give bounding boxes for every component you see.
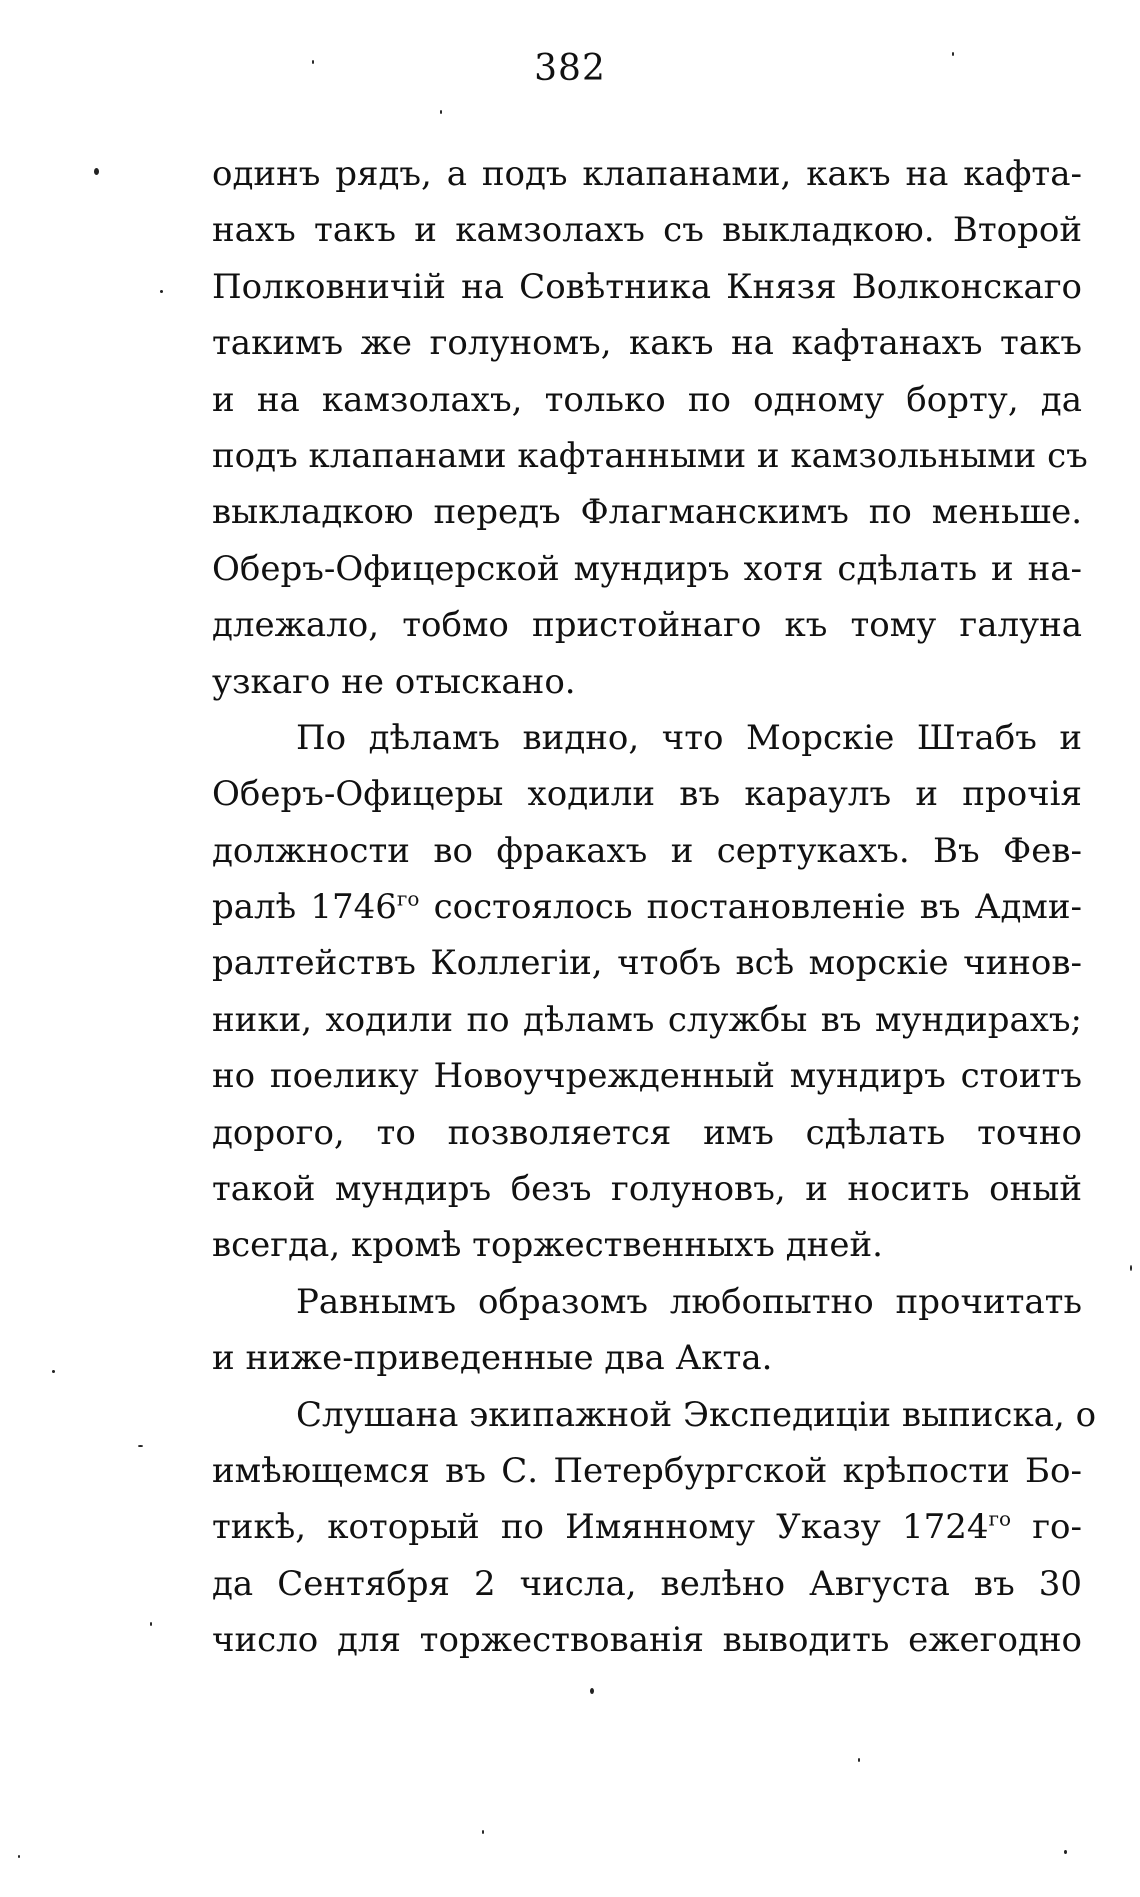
- scan-speck: [18, 1855, 20, 1858]
- scan-speck: [312, 60, 314, 64]
- scan-speck: [94, 168, 99, 175]
- superscript: го: [396, 886, 420, 911]
- text-line: Полковничiй на Совѣтника Князя Волконскаго: [212, 266, 1082, 307]
- text-line: ники, ходили по дѣламъ службы въ мундирахъ;: [212, 999, 1082, 1040]
- text-line: такимъ же голуномъ, какъ на кафтанахъ такъ: [212, 323, 1082, 364]
- text-line: Оберъ-Офицеры ходили въ караулъ и прочiя: [212, 774, 1082, 815]
- text-line: и на камзолахъ, только по одному борту, да: [212, 379, 1082, 420]
- text-block: [212, 146, 1097, 1669]
- text-line: выкладкою передъ Флагманскимъ по меньше.: [212, 492, 1082, 533]
- text-line: да Сентября 2 числа, велѣно Августа въ 30: [212, 1563, 1082, 1604]
- text-line: Оберъ-Офицерской мундиръ хотя сдѣлать и на-: [212, 548, 1082, 589]
- scan-speck: [952, 52, 954, 56]
- scan-speck: [1064, 1850, 1067, 1854]
- text-line: Слушана экипажной Экспедицiи выписка, о: [296, 1394, 1097, 1435]
- text-line: дорого, то позволяется имъ сдѣлать точно: [212, 1112, 1082, 1153]
- scan-speck: [482, 1830, 484, 1834]
- text-segment: тикѣ, который по Имянному Указу 1724: [212, 1507, 989, 1548]
- text-line: [212, 1499, 1082, 1555]
- scan-speck: [590, 1688, 594, 1694]
- text-line: такой мундиръ безъ голуновъ, и носить оный: [212, 1169, 1082, 1210]
- text-line: узкаго не отыскано.: [212, 661, 576, 702]
- text-segment: го-: [1011, 1507, 1082, 1548]
- text-line: нахъ такъ и камзолахъ съ выкладкою. Второй: [212, 210, 1082, 251]
- scan-speck: [150, 1622, 152, 1626]
- scan-speck: [440, 110, 442, 114]
- scan-speck: [1130, 1265, 1132, 1271]
- scan-speck: [138, 1445, 143, 1447]
- scan-speck: [52, 1370, 55, 1373]
- text-segment: состоялось постановленiе въ Адми-: [419, 887, 1082, 928]
- text-line: По дѣламъ видно, что Морскiе Штабъ и: [296, 717, 1082, 758]
- text-line: длежало, тобмо пристойнаго къ тому галуна: [212, 605, 1082, 646]
- page-number: 382: [534, 48, 606, 89]
- text-line: число для торжествованiя выводить ежегодно: [212, 1620, 1082, 1661]
- text-line: имѣющемся въ С. Петербургской крѣпости Бо-: [212, 1450, 1082, 1491]
- text-line: одинъ рядъ, а подъ клапанами, какъ на кафта-: [212, 154, 1082, 194]
- text-line: но поелику Новоучрежденный мундиръ стоитъ: [212, 1056, 1082, 1097]
- text-line: Равнымъ образомъ любопытно прочитать: [296, 1281, 1082, 1322]
- text-line: ралтействъ Коллегiи, чтобъ всѣ морскiе чинов-: [212, 943, 1082, 984]
- scan-speck: [858, 1758, 860, 1762]
- text-line: [212, 879, 1082, 935]
- text-segment: ралѣ 1746: [212, 887, 397, 928]
- text-line: и ниже-приведенные два Акта.: [212, 1338, 773, 1379]
- text-line: подъ клапанами кафтанными и камзольными съ: [212, 435, 1088, 476]
- superscript: го: [988, 1507, 1012, 1532]
- text-line: всегда, кромѣ торжественныхъ дней.: [212, 1225, 883, 1266]
- scan-speck: [160, 290, 163, 293]
- text-line: должности во фракахъ и сертукахъ. Въ Фев-: [212, 830, 1082, 871]
